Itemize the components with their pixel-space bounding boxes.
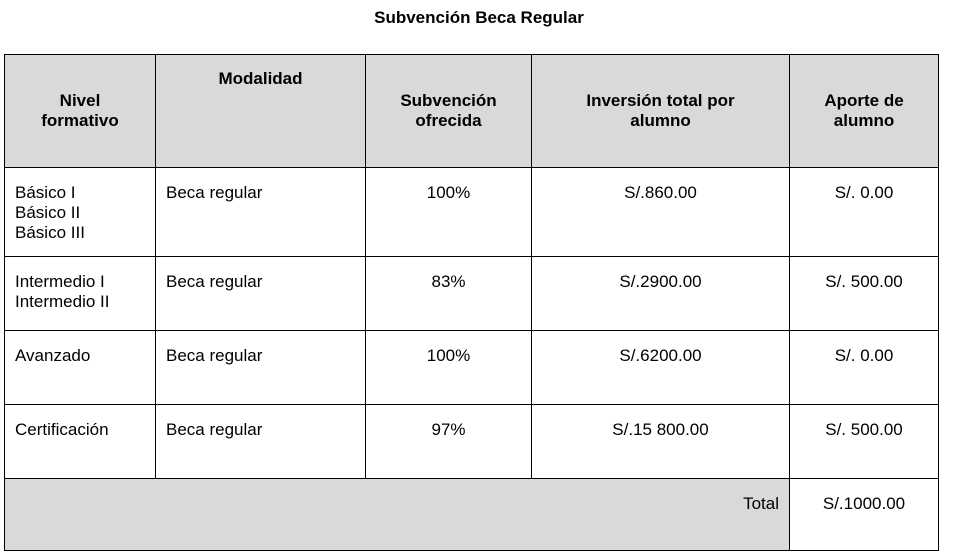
header-aporte-alumno xyxy=(790,55,939,168)
cell-inversion: S/.6200.00 xyxy=(532,331,790,405)
header-modalidad xyxy=(156,55,366,168)
cell-inversion: S/.2900.00 xyxy=(532,257,790,331)
cell-nivel xyxy=(5,168,156,257)
header-text: Nivel xyxy=(59,91,101,110)
cell-modalidad: Beca regular xyxy=(156,257,366,331)
header-text: alumno xyxy=(833,111,895,130)
header-text: formativo xyxy=(41,111,119,130)
nivel-text: Básico I xyxy=(15,183,76,202)
cell-aporte: S/. 500.00 xyxy=(790,405,939,479)
header-text: Aporte de xyxy=(824,91,904,110)
cell-inversion: S/.860.00 xyxy=(532,168,790,257)
document-title: Subvención Beca Regular xyxy=(374,8,584,27)
cell-modalidad: Beca regular xyxy=(156,405,366,479)
cell-subvencion: 83% xyxy=(366,257,532,331)
header-text: Inversión total por xyxy=(586,91,735,110)
table-header-row xyxy=(5,55,939,168)
header-nivel-formativo xyxy=(5,55,156,168)
table-row xyxy=(5,168,939,257)
total-value: S/.1000.00 xyxy=(790,479,939,551)
cell-modalidad: Beca regular xyxy=(156,331,366,405)
cell-aporte: S/. 500.00 xyxy=(790,257,939,331)
nivel-text: Intermedio II xyxy=(15,292,110,311)
cell-nivel xyxy=(5,405,156,479)
table-row xyxy=(5,257,939,331)
subvencion-table xyxy=(4,54,939,551)
nivel-text: Certificación xyxy=(15,420,109,439)
nivel-text: Básico III xyxy=(15,223,85,242)
header-inversion-total xyxy=(532,55,790,168)
nivel-text: Avanzado xyxy=(15,346,91,365)
nivel-text: Básico II xyxy=(15,203,81,222)
cell-nivel xyxy=(5,257,156,331)
cell-nivel xyxy=(5,331,156,405)
cell-subvencion: 100% xyxy=(366,168,532,257)
nivel-text: Intermedio I xyxy=(15,272,105,291)
total-label: Total xyxy=(5,479,790,551)
cell-aporte: S/. 0.00 xyxy=(790,331,939,405)
cell-subvencion: 97% xyxy=(366,405,532,479)
header-text: Subvención xyxy=(400,91,497,110)
cell-subvencion: 100% xyxy=(366,331,532,405)
header-subvencion-ofrecida xyxy=(366,55,532,168)
total-row xyxy=(5,479,939,551)
table-row xyxy=(5,331,939,405)
header-text: alumno xyxy=(630,111,691,130)
header-text: ofrecida xyxy=(415,111,482,130)
cell-aporte: S/. 0.00 xyxy=(790,168,939,257)
table-row xyxy=(5,405,939,479)
header-text: Modalidad xyxy=(218,69,303,88)
cell-modalidad: Beca regular xyxy=(156,168,366,257)
cell-inversion: S/.15 800.00 xyxy=(532,405,790,479)
